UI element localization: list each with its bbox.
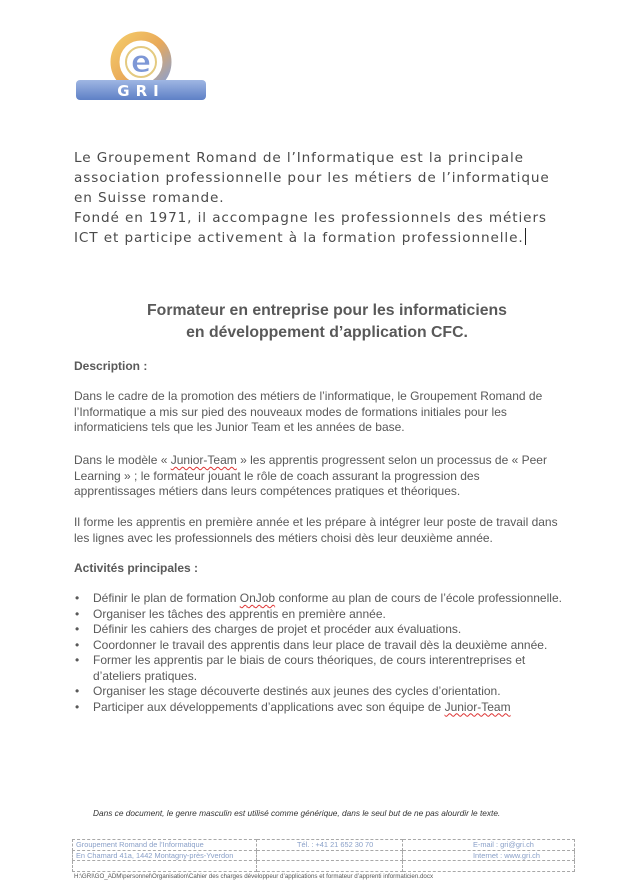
bullet-icon: • xyxy=(75,684,80,698)
footer-email: E-mail : gri@gri.ch xyxy=(403,840,575,851)
intro-paragraph-2-text: Fondé en 1971, il accompagne les professionnels des métiers ICT et participe activement à la formation professionnelle. xyxy=(74,210,547,246)
list-item: • Organiser les stage découverte destinés aux jeunes des cycles d’orientation. xyxy=(75,684,501,698)
description-paragraph-3: Il forme les apprentis en première année et les prépare à intégrer leur poste de travail dans les lignes avec les professionnels des métiers choisi dès leur deuxième année. xyxy=(74,515,558,545)
footer-phone: Tél. : +41 21 652 30 70 xyxy=(257,840,403,851)
job-title-line-2: en développement d’application CFC. xyxy=(186,324,468,341)
list-item: • Organiser les tâches des apprentis en première année. xyxy=(75,606,386,621)
footer-empty-cell xyxy=(73,861,257,872)
spellcheck-word: Junior-Team xyxy=(444,699,511,714)
description-paragraph-1: Dans le cadre de la promotion des métiers de l’informatique, le Groupement Romand de l’Informatique a mis sur pied des nouveaux modes de formations initiales pour les informaticiens tels que les Junior Team et les années de base. xyxy=(74,389,543,434)
bullet-icon: • xyxy=(75,653,80,667)
intro-text xyxy=(74,148,564,248)
table-row xyxy=(73,840,575,851)
text-caret xyxy=(525,228,526,245)
bullet-icon: • xyxy=(75,622,80,636)
spellcheck-word: Junior-Team xyxy=(170,453,237,467)
list-item: • Définir les cahiers des charges de projet et procéder aux évaluations. xyxy=(75,622,462,636)
list-item: • Coordonner le travail des apprentis dans leur place de travail dès la deuxième année. xyxy=(75,637,548,652)
job-title-line-1: Formateur en entreprise pour les informaticiens xyxy=(147,302,507,319)
spellcheck-word: OnJob xyxy=(239,591,276,605)
bullet-icon: • xyxy=(75,606,80,621)
footer-empty-cell xyxy=(257,850,403,861)
file-path: H:\GRI\GO_ADM\personnel\Organisation\Cahier des charges développeur d’applications et formateur d’apprenti informaticien.docx xyxy=(74,873,434,880)
footer-address: En Chamard 41a, 1442 Montagny-près-Yverdon xyxy=(73,850,257,861)
gender-note: Dans ce document, le genre masculin est utilisé comme générique, dans le seul but de ne pas alourdir le texte. xyxy=(93,808,501,818)
bullet-icon: • xyxy=(75,637,80,652)
gri-logo xyxy=(74,30,208,104)
list-item: • Former les apprentis par le biais de cours théoriques, de cours interentreprises et d’ateliers pratiques. xyxy=(75,653,526,683)
intro-paragraph-2 xyxy=(74,208,564,248)
table-row xyxy=(73,861,575,872)
intro-paragraph-1: Le Groupement Romand de l’Informatique est la principale association professionnelle pour les métiers de l’informatique en Suisse romande. xyxy=(74,150,550,206)
activities-list xyxy=(74,591,574,715)
job-title xyxy=(74,300,580,344)
svg-text:e: e xyxy=(130,45,152,80)
activities-heading: Activités principales : xyxy=(74,561,199,575)
bullet-icon: • xyxy=(75,591,80,605)
description-heading: Description : xyxy=(74,359,148,373)
gri-logo-graphic xyxy=(74,30,208,104)
footer-empty-cell xyxy=(257,861,403,872)
footer-empty-cell xyxy=(403,861,575,872)
footer-table xyxy=(72,839,575,872)
table-row xyxy=(73,850,575,861)
footer-internet: Internet : www.gri.ch xyxy=(403,850,575,861)
footer-org: Groupement Romand de l’Informatique xyxy=(73,840,257,851)
list-item: • Définir le plan de formation OnJob conforme au plan de cours de l’école professionnelle. xyxy=(75,591,562,605)
list-item: • Participer aux développements d’applications avec son équipe de Junior-Team xyxy=(75,699,511,714)
description-paragraph-2: Dans le modèle « Junior-Team » les apprentis progressent selon un processus de « Peer Learning » ; le formateur jouant le rôle de coach assurant la progression des apprentissages métiers dans leurs compétences pratiques et théoriques. xyxy=(74,453,547,498)
logo-text: GRI xyxy=(117,82,165,100)
bullet-icon: • xyxy=(75,699,80,714)
